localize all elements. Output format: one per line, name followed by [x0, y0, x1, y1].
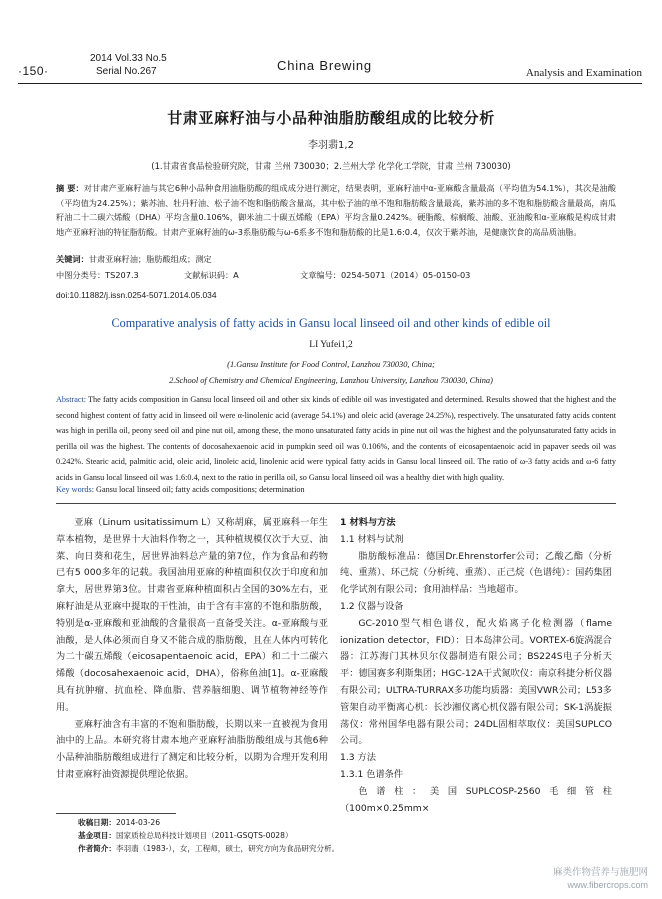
header-rule	[18, 83, 642, 84]
en-affiliation-1: (1.Gansu Institute for Food Control, Lanzhou 730030, China;	[227, 360, 435, 369]
cn-affiliation: (1.甘肃省食品检验研究院，甘肃 兰州 730030；2.兰州大学 化学化工学院，甘肃 兰州 730030)	[151, 161, 511, 171]
chromatography-paragraph: 色谱柱：美国SUPLCOSP-2560毛细管柱（100m×0.25mm×	[340, 785, 612, 814]
footnote-author	[78, 842, 339, 855]
received-label: 收稿日期：	[78, 818, 116, 827]
reagents-paragraph: 脂肪酸标准品：德国Dr.Ehrenstorfer公司；乙酸乙酯（分析纯、重蒸）、环己烷（分析纯、重蒸）、正己烷（色谱纯）：国药集团化学试剂有限公司；食用油样品：当地超市。	[340, 550, 612, 596]
watermark-text: 麻类作物营养与施肥网	[552, 867, 648, 878]
en-abstract-text: The fatty acids composition in Gansu local linseed oil and other six kinds of edible oil was investigated and determined. Results showed that the highest and the second highest content of fatty acid in linseed oil were α-linolenic acid (average 54.1%) and oleic acid (average 24.25%), respectively. The unsaturated fatty acids content was high in perilla oil, peony seed oil and pine nut oil, among these, the mono unsaturated fatty acids in pine nut oil was the highest and the polyunsaturated fatty acids in perilla oil was the highest. The contents of docosahexaenoic acid in pumpkin seed oil was 0.106%, and the contents of eicosapentaenoic acid in papaver seeds oil was 0.242%. Stearic acid, palmitic acid, oleic acid, linoleic acid, linolenic acid were typical fatty acids in Gansu local linseed oil. The ratio of ω-3 fatty acids and ω-6 fatty acids in Gansu local linseed oil was 1.6:0.4, next to the ratio in perilla oil, so Gansu local linseed oil was a healthy diet with high quality.	[56, 395, 616, 482]
footnote-fund	[78, 829, 293, 842]
clc-number: 中图分类号：TS207.3	[56, 270, 139, 280]
en-author: LI Yufei1,2	[309, 340, 353, 350]
received-date: 2014-03-26	[115, 818, 161, 827]
cn-keywords-label: 关键词：	[56, 254, 89, 264]
en-keywords-label: Key words:	[56, 485, 94, 494]
doi: doi:10.11882/j.issn.0254-5071.2014.05.034	[56, 290, 217, 300]
issue-info	[90, 52, 167, 78]
section-divider	[56, 503, 616, 504]
body-right-column	[340, 515, 612, 817]
volume-line: 2014 Vol.33 No.5	[90, 53, 167, 64]
en-title: Comparative analysis of fatty acids in Gansu local linseed oil and other kinds of edible oil	[111, 316, 551, 330]
en-keywords	[56, 485, 616, 494]
fund-label: 基金项目：	[78, 831, 116, 840]
journal-name: China Brewing	[277, 58, 372, 73]
cn-keywords-text: 甘肃亚麻籽油；脂肪酸组成；测定	[88, 254, 212, 264]
heading-materials-methods: 1 材料与方法	[340, 517, 396, 528]
cn-abstract-text: 对甘肃产亚麻籽油与其它6种小品种食用油脂肪酸的组成成分进行测定，结果表明，亚麻籽油中α-亚麻酸含量最高（平均值为54.1%），其次是油酸（平均值为24.25%）；紫苏油、牡丹籽油、松子油不饱和脂肪酸含量高，其中松子油的单不饱和脂肪酸含量最高，紫苏油的多不饱和脂肪酸含量最高，南瓜籽油二十二碳六烯酸（DHA）平均含量0.106%，御米油二十碳五烯酸（EPA）平均含量0.242%。硬脂酸、棕榈酸、油酸、亚油酸和α-亚麻酸是构成甘肃地产亚麻籽油的特征脂肪酸。甘肃产亚麻籽油的ω-3系脂肪酸与ω-6系多不饱和脂肪酸的比是1.6:0.4，仅次于紫苏油，是健康饮食的高品质油脂。	[56, 183, 616, 237]
en-abstract	[56, 392, 616, 486]
en-affiliation-2: 2.School of Chemistry and Chemical Engineering, Lanzhou University, Lanzhou 730030, China)	[169, 376, 493, 385]
page-number: ·150·	[18, 64, 49, 78]
heading-materials-reagents: 1.1 材料与试剂	[340, 533, 404, 545]
watermark-url: www.fibercrops.com	[567, 880, 648, 890]
serial-line: Serial No.267	[96, 66, 157, 77]
cn-abstract-label: 摘 要：	[56, 183, 84, 193]
en-keywords-text: Gansu local linseed oil; fatty acids compositions; determination	[93, 485, 305, 494]
cn-author: 李羽翡1,2	[308, 140, 354, 151]
heading-methods: 1.3 方法	[340, 752, 376, 764]
author-bio-label: 作者简介：	[78, 844, 116, 853]
body-left-column	[56, 515, 328, 784]
author-bio-text: 李羽翡（1983-），女，工程师，硕士，研究方向为食品研究分析。	[115, 844, 340, 853]
cn-title: 甘肃亚麻籽油与小品种油脂肪酸组成的比较分析	[167, 109, 495, 127]
instruments-paragraph: GC-2010型气相色谱仪，配火焰离子化检测器（flame ionization detector，FID）：日本岛津公司。VORTEX-6旋涡混合器：江苏海门其林贝尔仪器制造有限公司；BS224S电子分析天平：德国赛多利斯集团；HGC-12A干式氮吹仪：南京科捷分析仪器有限公司；ULTRA-TURRAX多功能均质器：美国VWR公司；L53多管架自动平衡离心机：长沙湘仪离心机仪器有限公司；SK-1涡旋振荡仪：常州国华电器有限公司；24DL固相萃取仪：美国SUPLCO公司。	[340, 617, 612, 747]
cn-abstract	[56, 181, 616, 239]
article-number: 文章编号：0254-5071（2014）05-0150-03	[300, 270, 471, 280]
heading-chromatography: 1.3.1 色谱条件	[340, 768, 404, 780]
cn-keywords	[56, 254, 616, 265]
watermark	[553, 866, 648, 892]
footnote-rule	[56, 813, 176, 814]
heading-instruments: 1.2 仪器与设备	[340, 600, 404, 612]
footnote-received	[78, 816, 160, 829]
fund-text: 国家质检总局科技计划项目（2011-GSQTS-0028）	[115, 831, 293, 840]
en-abstract-label: Abstract:	[56, 395, 87, 404]
intro-paragraph-2: 亚麻籽油含有丰富的不饱和脂肪酸，长期以来一直被视为食用油中的上品。本研究将甘肃本地产亚麻籽油脂肪酸组成与其他6种小品种油脂肪酸组成进行了测定和比较分析，以期为合理开发利用甘肃亚麻籽油资源提供理论依据。	[56, 718, 328, 780]
document-code: 文献标识码：A	[184, 270, 239, 280]
section-name: Analysis and Examination	[525, 67, 642, 79]
intro-paragraph-1: 亚麻（Linum usitatissimum L）又称胡麻，属亚麻科一年生草本植物，是世界十大油料作物之一，其种植规模仅次于大豆、油菜、向日葵和花生，居世界油料总产量的第7位，作为食品和药物已有5 000多年的记载。我国油用亚麻的种植面积仅次于印度和加拿大，居世界第3位。甘肃省亚麻种植面积占全国的30%左右，亚麻籽油是从亚麻中提取的干性油，由于含有丰富的不饱和脂肪酸，特别是α-亚麻酸和亚油酸的含量很高一直备受关注。α-亚麻酸与亚油酸，是人体必须而自身又不能合成的脂肪酸，且在人体内可转化为二十碳五烯酸（eicosapentaenoic acid，EPA）和二十二碳六烯酸（docosahexaenoic acid，DHA），俗称鱼油[1]。α-亚麻酸具有抗肿瘤、抗血栓、降血脂、营养脑细胞、调节植物神经等作用。	[56, 517, 328, 713]
